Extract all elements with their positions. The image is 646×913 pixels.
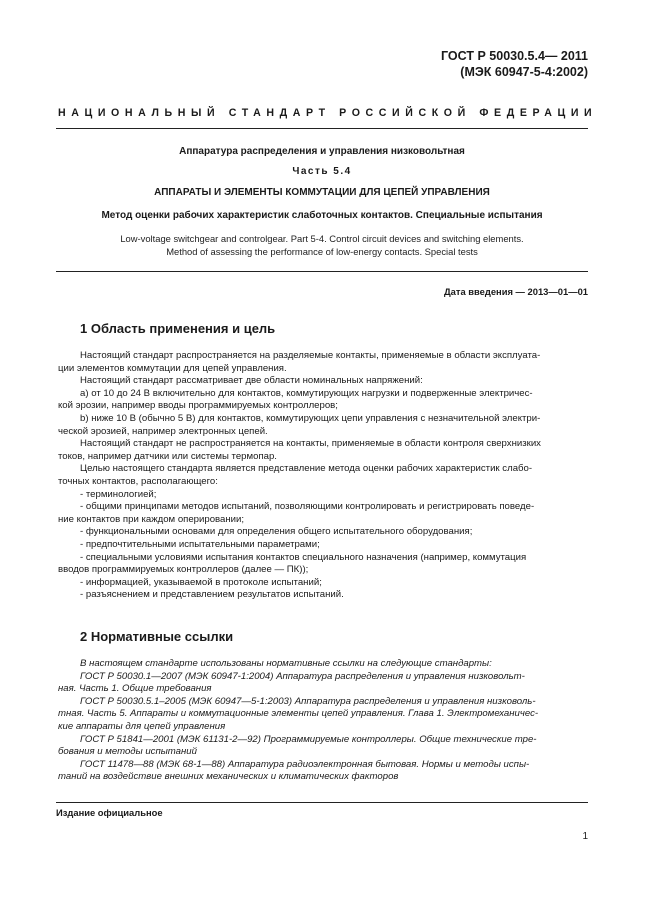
text-line: тная. Часть 5. Аппараты и коммутационные элементы цепей управления. Глава 1. Электромеханичес- xyxy=(58,708,539,720)
footer-rule xyxy=(56,802,588,803)
list-item: - функциональными основами для определения общего испытательного оборудования; xyxy=(80,526,473,538)
section-1-heading: 1 Область применения и цель xyxy=(80,321,276,336)
text-line: бования и методы испытаний xyxy=(58,746,197,758)
list-item: - разъяснением и представлением результатов испытаний. xyxy=(80,589,344,601)
text-line: Целью настоящего стандарта является представление метода оценки рабочих характеристик слабо- xyxy=(80,463,533,475)
text-line: ческой эрозией, например электронных цепей. xyxy=(58,425,268,437)
english-title-line-1: Low-voltage switchgear and controlgear. Part 5-4. Control circuit devices and switching elements. xyxy=(120,233,524,244)
title-line-1: Аппаратура распределения и управления низковольтная xyxy=(179,146,465,157)
gost-number-block xyxy=(441,48,588,80)
title-part: Часть 5.4 xyxy=(292,166,352,177)
reference-line: ГОСТ Р 50030.5.1–2005 (МЭК 60947—5-1:2003) Аппаратура распределения и управления низковоль- xyxy=(80,695,536,707)
english-title-line-2: Method of assessing the performance of low-energy contacts. Special tests xyxy=(166,245,478,257)
text-line: В настоящем стандарте использованы нормативные ссылки на следующие стандарты: xyxy=(80,658,492,669)
title-rule-bottom xyxy=(56,271,588,272)
text-line: вводов программируемых контроллеров (далее — ПК)); xyxy=(58,564,309,576)
introduction-date: Дата введения — 2013—01—01 xyxy=(443,286,588,297)
text-line: кой эрозии, например вводы программируемых контроллеров; xyxy=(58,400,338,412)
list-item: - предпочтительными испытательными параметрами; xyxy=(80,538,320,550)
title-line-4: Метод оценки рабочих характеристик слаботочных контактов. Специальные испытания xyxy=(101,210,543,221)
english-title xyxy=(56,233,588,258)
gost-number: ГОСТ Р 50030.5.4— 2011 xyxy=(441,49,588,63)
page-number: 1 xyxy=(582,831,588,842)
reference-line: ГОСТ Р 50030.1—2007 (МЭК 60947-1:2004) Аппаратура распределения и управления низковольт- xyxy=(80,670,525,682)
text-line: а) от 10 до 24 В включительно для контактов, коммутирующих нагрузки и подверженные электричес- xyxy=(80,387,533,399)
list-item: - специальными условиями испытания контактов специального назначения (например, коммутация xyxy=(80,551,527,563)
text-line: кие аппараты для цепей управления xyxy=(58,720,226,732)
list-item: - общими принципами методов испытаний, позволяющими контролировать и регистрировать поведе- xyxy=(80,501,535,513)
text-line: Настоящий стандарт распространяется на разделяемые контакты, применяемые в области эксплуата- xyxy=(80,350,541,361)
list-item: - информацией, указываемой в протоколе испытаний; xyxy=(80,576,322,588)
text-line: b) ниже 10 В (обычно 5 В) для контактов, коммутирующих цепи управления с незначительной электри- xyxy=(80,412,541,424)
text-line: токов, например датчики или системы термопар. xyxy=(58,450,277,462)
section-1-body xyxy=(58,350,588,602)
text-line: Настоящий стандарт не распространяется на контакты, применяемые в области контроля сверхнизких xyxy=(80,438,541,450)
text-line: таний на воздействие внешних механических и климатических факторов xyxy=(58,771,399,783)
list-item: - терминологией; xyxy=(80,488,157,500)
reference-line: ГОСТ Р 51841—2001 (МЭК 61131-2—92) Программируемые контроллеры. Общие технические тре- xyxy=(80,733,537,745)
title-line-3: АППАРАТЫ И ЭЛЕМЕНТЫ КОММУТАЦИИ ДЛЯ ЦЕПЕЙ УПРАВЛЕНИЯ xyxy=(154,187,490,198)
standard-title: НАЦИОНАЛЬНЫЙ СТАНДАРТ РОССИЙСКОЙ ФЕДЕРАЦИИ xyxy=(58,107,598,119)
section-2-heading: 2 Нормативные ссылки xyxy=(80,629,234,644)
text-line: ние контактов при каждом оперировании; xyxy=(58,513,245,525)
reference-line: ГОСТ 11478—88 (МЭК 68-1—88) Аппаратура радиоэлектронная бытовая. Нормы и методы испы- xyxy=(80,758,530,770)
title-rule-top xyxy=(56,128,588,129)
section-2-body xyxy=(58,658,588,784)
text-line: ции элементов коммутации для цепей управления. xyxy=(58,362,287,374)
text-line: Настоящий стандарт рассматривает две области номинальных напряжений: xyxy=(80,375,423,387)
official-edition-label: Издание официальное xyxy=(56,807,163,818)
iec-number: (МЭК 60947-5-4:2002) xyxy=(460,65,588,79)
text-line: точных контактов, располагающего: xyxy=(58,475,218,487)
text-line: ная. Часть 1. Общие требования xyxy=(58,683,212,695)
